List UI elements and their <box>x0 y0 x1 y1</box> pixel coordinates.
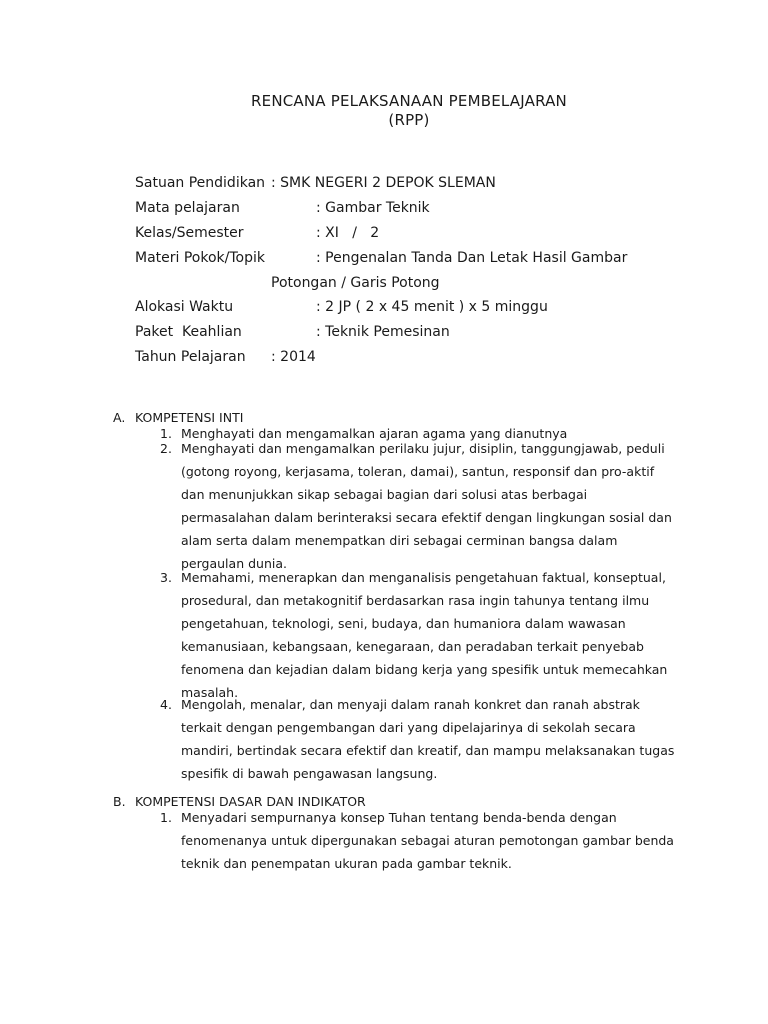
identity-label: Paket Keahlian <box>135 324 242 340</box>
list-text-line: permasalahan dalam berinteraksi secara efektif dengan lingkungan sosial dan <box>181 510 672 525</box>
list-text-line: Memahami, menerapkan dan menganalisis pengetahuan faktual, konseptual, <box>181 570 666 585</box>
section-letter: B. <box>113 794 126 809</box>
identity-value: : Pengenalan Tanda Dan Letak Hasil Gambar <box>316 250 628 266</box>
list-text-line: alam serta dalam menempatkan diri sebagai cerminan bangsa dalam <box>181 533 618 548</box>
list-number: 3. <box>160 570 172 585</box>
identity-label: Kelas/Semester <box>135 225 244 241</box>
list-number: 1. <box>160 810 172 825</box>
list-text-line: Menghayati dan mengamalkan ajaran agama yang dianutnya <box>181 426 568 441</box>
list-number: 2. <box>160 441 172 456</box>
list-text-line: fenomenanya untuk dipergunakan sebagai aturan pemotongan gambar benda <box>181 833 674 848</box>
list-text-line: fenomena dan kejadian dalam bidang kerja yang spesifik untuk memecahkan <box>181 662 668 677</box>
identity-value: : Teknik Pemesinan <box>316 324 450 340</box>
list-text-line: (gotong royong, kerjasama, toleran, damai), santun, responsif dan pro-aktif <box>181 464 655 479</box>
section-title: KOMPETENSI DASAR DAN INDIKATOR <box>135 794 366 809</box>
list-text-line: dan menunjukkan sikap sebagai bagian dari solusi atas berbagai <box>181 487 588 502</box>
list-text-line: Mengolah, menalar, dan menyaji dalam ranah konkret dan ranah abstrak <box>181 697 640 712</box>
identity-value: : XI / 2 <box>316 225 380 241</box>
identity-value: : Gambar Teknik <box>316 200 430 216</box>
list-number: 4. <box>160 697 172 712</box>
list-text-line: mandiri, bertindak secara efektif dan kreatif, dan mampu melaksanakan tugas <box>181 743 675 758</box>
identity-value: : SMK NEGERI 2 DEPOK SLEMAN <box>271 175 496 191</box>
identity-label: Tahun Pelajaran <box>135 349 246 365</box>
identity-label: Satuan Pendidikan <box>135 175 266 191</box>
list-text-line: Menghayati dan mengamalkan perilaku jujur, disiplin, tanggungjawab, peduli <box>181 441 665 456</box>
list-text-line: pergaulan dunia. <box>181 556 287 571</box>
identity-value: : 2014 <box>271 349 316 365</box>
identity-label: Materi Pokok/Topik <box>135 250 265 266</box>
identity-value: : 2 JP ( 2 x 45 menit ) x 5 minggu <box>316 299 548 315</box>
list-text-line: prosedural, dan metakognitif berdasarkan rasa ingin tahunya tentang ilmu <box>181 593 650 608</box>
identity-label: Mata pelajaran <box>135 200 240 216</box>
document-subtitle: (RPP) <box>388 111 430 129</box>
list-text-line: kemanusiaan, kebangsaan, kenegaraan, dan peradaban terkait penyebab <box>181 639 644 654</box>
list-text-line: terkait dengan pengembangan dari yang dipelajarinya di sekolah secara <box>181 720 636 735</box>
list-number: 1. <box>160 426 172 441</box>
list-text-line: teknik dan penempatan ukuran pada gambar teknik. <box>181 856 512 871</box>
list-text-line: spesifik di bawah pengawasan langsung. <box>181 766 438 781</box>
identity-label: Alokasi Waktu <box>135 299 234 315</box>
identity-value-continuation: Potongan / Garis Potong <box>271 275 440 291</box>
list-text-line: Menyadari sempurnanya konsep Tuhan tentang benda-benda dengan <box>181 810 617 825</box>
document-title: RENCANA PELAKSANAAN PEMBELAJARAN <box>251 92 567 110</box>
section-title: KOMPETENSI INTI <box>135 410 244 425</box>
list-text-line: pengetahuan, teknologi, seni, budaya, dan humaniora dalam wawasan <box>181 616 626 631</box>
list-text-line: masalah. <box>181 685 239 700</box>
section-letter: A. <box>113 410 126 425</box>
